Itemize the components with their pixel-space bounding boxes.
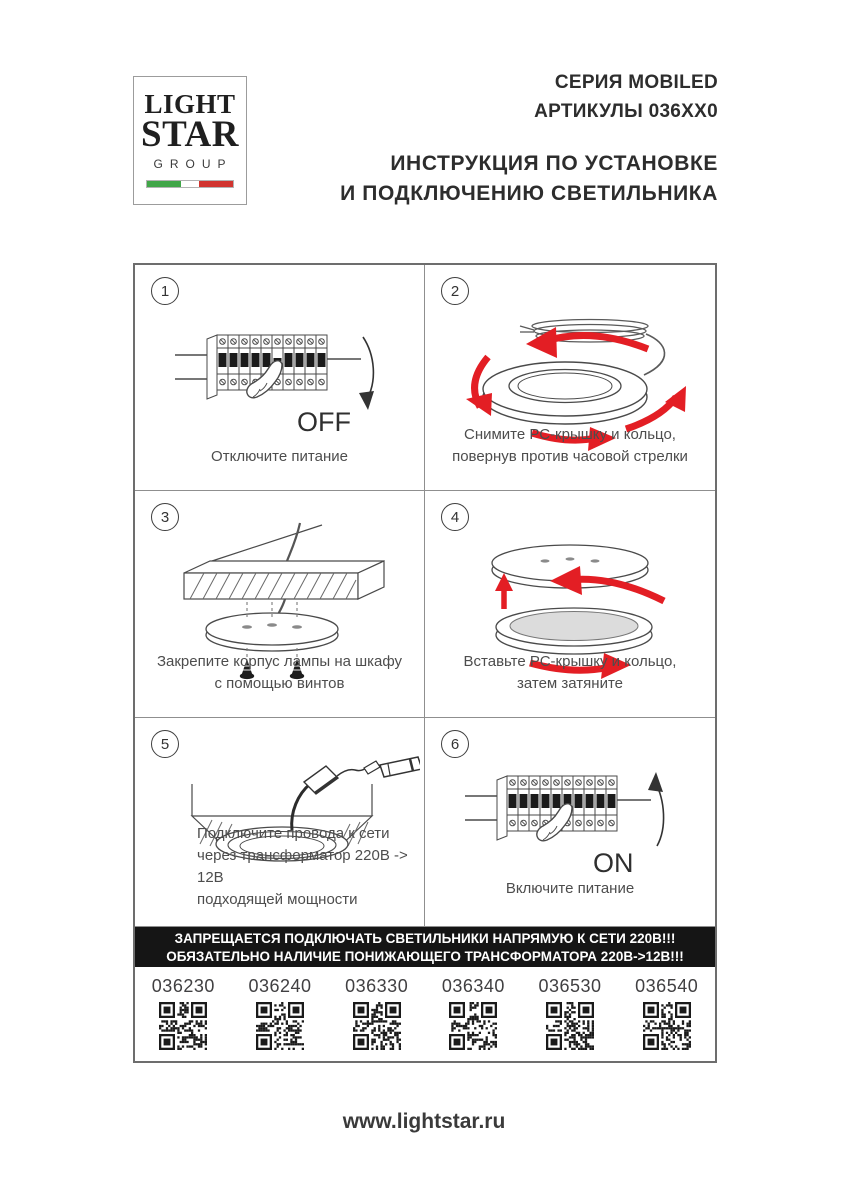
plug [364,761,380,774]
lightstar-logo [133,76,247,205]
qr-code [256,1002,304,1050]
step-cell-6 [425,718,715,927]
step-caption: Отключите питание [211,448,348,465]
qr-code [449,1002,497,1050]
article-column [328,967,425,1061]
step-number-badge: 5 [151,730,179,758]
article-column [135,967,232,1061]
step-cell-4 [425,491,715,718]
on-label: ON [593,848,634,878]
article-range: АРТИКУЛЫ 036XX0 [534,101,718,122]
step-number-badge: 6 [441,730,469,758]
qr-code [643,1002,691,1050]
page-title: ИНСТРУКЦИЯ ПО УСТАНОВКЕ И ПОДКЛЮЧЕНИЮ СВЕТИЛЬНИКА [340,152,718,205]
qr-code [546,1002,594,1050]
step-caption: Закрепите корпус лампы на шкафу с помощью винтов [156,653,403,692]
lamp-base-disc [206,613,338,645]
step-caption: Снимите РС-крышку и кольцо, повернув против часовой стрелки [452,426,688,465]
step-cell-3 [135,491,425,718]
breaker-off-illustration [155,307,405,457]
articles-section [135,967,715,1061]
article-number: 036340 [441,976,505,996]
warning-banner: ЗАПРЕЩАЕТСЯ ПОДКЛЮЧАТЬ СВЕТИЛЬНИКИ НАПРЯМУЮ К СЕТИ 220В!!! ОБЯЗАТЕЛЬНО НАЛИЧИЕ ПОНИЖАЮЩЕГО ТРАНСФОРМАТОРА 220В->12В!!! [135,927,715,967]
arrow-down-icon [363,337,373,399]
qr-code [159,1002,207,1050]
qr-code [353,1002,401,1050]
cabinet-board [184,561,384,573]
article-number: 036540 [635,976,699,996]
step-number-badge: 1 [151,277,179,305]
breaker-on-illustration [445,748,695,898]
italian-flag-stripe [146,180,234,188]
off-label: OFF [296,407,351,437]
logo-word-group: GROUP [153,157,233,171]
step-cell-5 [135,718,425,927]
footer-url: www.lightstar.ru [342,1110,506,1133]
step-number-badge: 2 [441,277,469,305]
article-number: 036230 [151,976,215,996]
article-column [618,967,715,1061]
step-number-badge: 4 [441,503,469,531]
article-column [232,967,329,1061]
article-column [522,967,619,1061]
logo-word-star: STAR [141,114,239,155]
transformer [380,757,420,777]
step-caption: Подключите провода к сети через трансформатор 220В -> 12В подходящей мощности [197,825,408,908]
series-name: СЕРИЯ MOBILED [554,72,718,93]
article-number: 036330 [345,976,409,996]
article-number: 036530 [538,976,602,996]
article-column [425,967,522,1061]
step-number-badge: 3 [151,503,179,531]
header-text [340,68,718,209]
step-cell-1 [135,265,425,491]
step-caption: Вставьте РС-крышку и кольцо, затем затяните [463,653,677,692]
step-caption: Включите питание [505,880,635,897]
step-cell-2 [425,265,715,491]
article-number: 036240 [248,976,312,996]
logo-word-light: LIGHT [144,89,236,119]
instruction-grid [133,263,717,1063]
